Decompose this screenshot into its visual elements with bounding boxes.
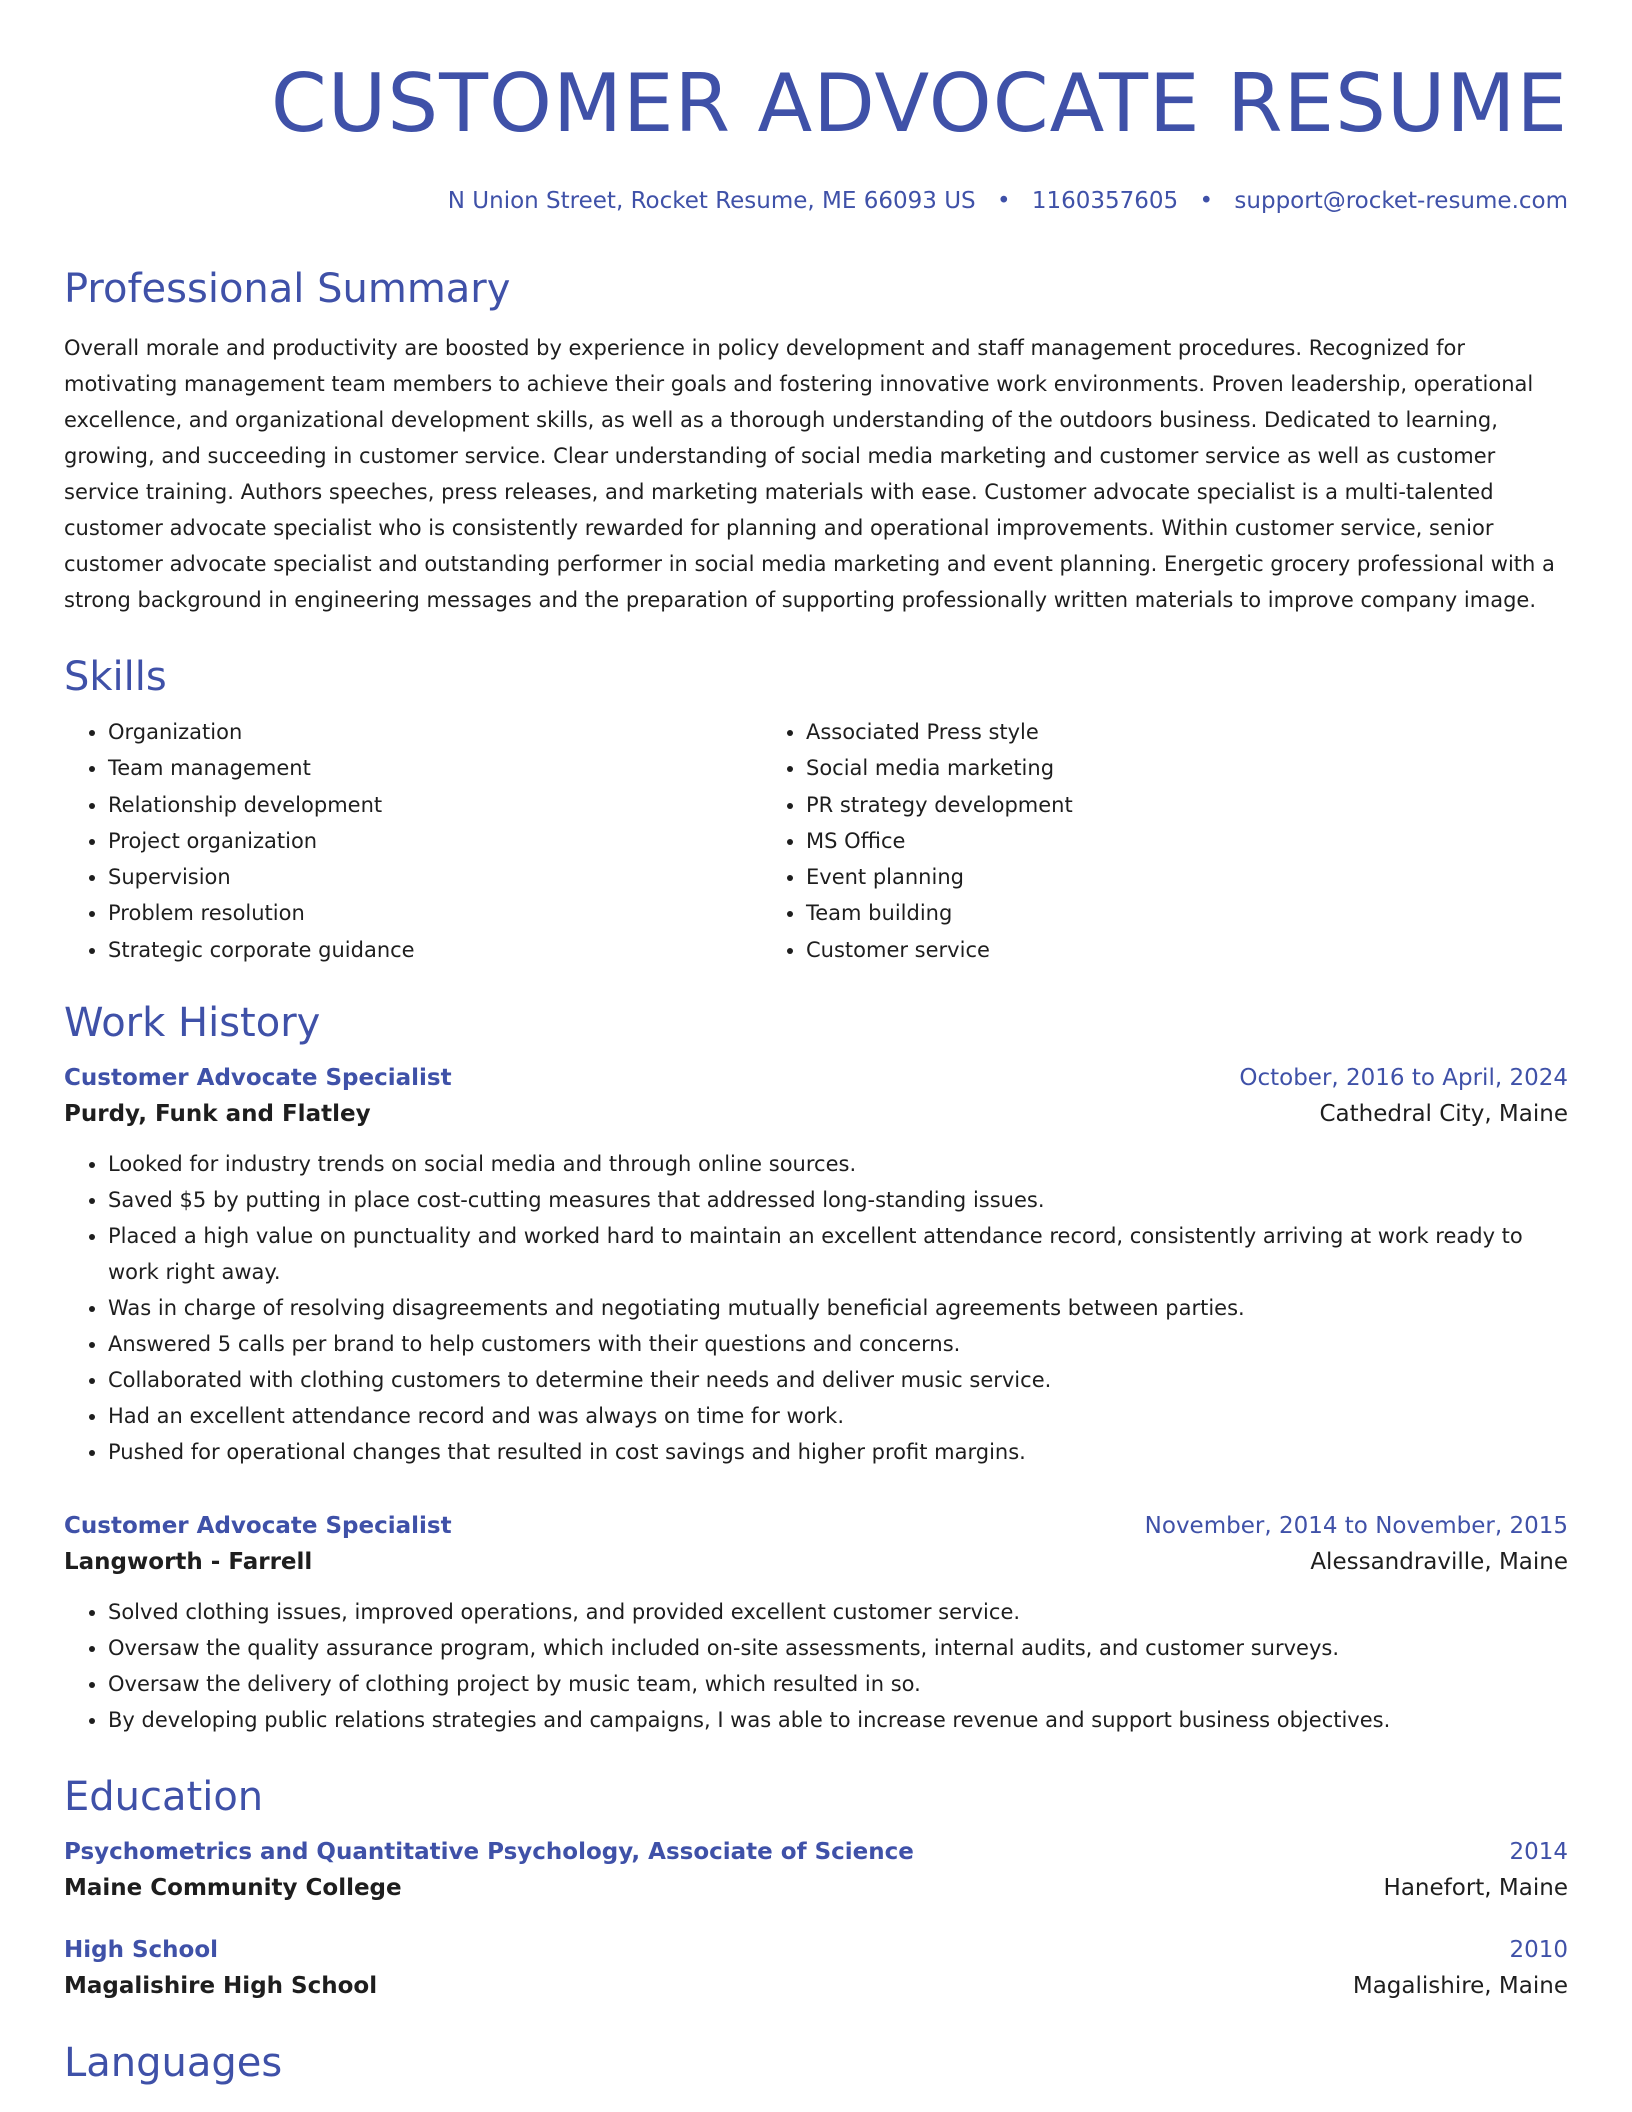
skills-column-right	[762, 714, 1460, 968]
employer: Langworth - Farrell	[64, 1549, 313, 1576]
skill-item: • Team building	[806, 895, 1460, 931]
job-location: Alessandraville, Maine	[1310, 1549, 1568, 1576]
school-location: Magalishire, Maine	[1352, 1973, 1568, 2000]
work-history-heading: Work History	[64, 1000, 321, 1047]
duty-item: • Oversaw the delivery of clothing project by music team, which resulted in so.	[108, 1666, 1568, 1702]
contact-separator: •	[1199, 188, 1214, 214]
education-school-row	[64, 1966, 1568, 2006]
summary-text: Overall morale and productivity are boosted by experience in policy development and staff management procedures. Recognized for motivating management team members to achieve their goals and fostering innovative work environments. Proven leadership, operational excellence, and organizational development skills, as well as a thorough understanding of the outdoors business. Dedicated to learning, growing, and succeeding in customer service. Clear understanding of social media marketing and customer service as well as customer service training. Authors speeches, press releases, and marketing materials with ease. Customer advocate specialist is a multi-talented customer advocate specialist who is consistently rewarded for planning and operational improvements. Within customer service, senior customer advocate specialist and outstanding performer in social media marketing and event planning. Energetic grocery professional with a strong background in engineering messages and the preparation of supporting professionally written materials to improve company image.	[64, 336, 1555, 612]
education-entry	[64, 1934, 1568, 2006]
skill-item: • Team management	[108, 750, 762, 786]
skills-column-left	[64, 714, 762, 968]
degree: High School	[64, 1937, 219, 1964]
duty-item: • Solved clothing issues, improved operations, and provided excellent customer service.	[108, 1594, 1568, 1630]
school-location: Hanefort, Maine	[1383, 1875, 1568, 1902]
job-duties	[64, 1594, 1568, 1738]
job-dates: October, 2016 to April, 2024	[1239, 1065, 1568, 1092]
skill-item: • Social media marketing	[806, 750, 1460, 786]
skill-item: • Project organization	[108, 823, 762, 859]
duty-item: • Had an excellent attendance record and was always on time for work.	[108, 1398, 1568, 1434]
skill-item: • Associated Press style	[806, 714, 1460, 750]
skill-item: • Problem resolution	[108, 895, 762, 931]
education-school-row	[64, 1868, 1568, 1908]
education-entry	[64, 1836, 1568, 1908]
education-degree-row	[64, 1836, 1568, 1868]
skill-item: • Strategic corporate guidance	[108, 932, 762, 968]
education-heading: Education	[64, 1774, 264, 1821]
duty-item: • By developing public relations strategies and campaigns, I was able to increase revenue and support business objectives.	[108, 1702, 1568, 1738]
skill-item: • MS Office	[806, 823, 1460, 859]
resume-name: CUSTOMER ADVOCATE RESUME	[270, 57, 1568, 150]
duty-item: • Collaborated with clothing customers to determine their needs and deliver music service.	[108, 1362, 1568, 1398]
job-title: Customer Advocate Specialist	[64, 1065, 452, 1092]
phone: 1160357605	[1031, 188, 1179, 214]
job-title: Customer Advocate Specialist	[64, 1513, 452, 1540]
job-location: Cathedral City, Maine	[1319, 1101, 1568, 1128]
duty-item: • Placed a high value on punctuality and worked hard to maintain an excellent attendance record, consistently arriving at work ready to work right away.	[108, 1218, 1568, 1290]
graduation-year: 2014	[1509, 1839, 1568, 1866]
job-duties	[64, 1146, 1568, 1470]
job-employer-row	[64, 1094, 1568, 1134]
job-header-row	[64, 1510, 1568, 1542]
skill-item: • PR strategy development	[806, 787, 1460, 823]
job-entry	[64, 1510, 1568, 1738]
duty-item: • Saved $5 by putting in place cost-cutting measures that addressed long-standing issues.	[108, 1182, 1568, 1218]
skill-item: • Customer service	[806, 932, 1460, 968]
skills-list	[64, 714, 1568, 968]
email: support@rocket-resume.com	[1234, 188, 1568, 214]
resume-header	[64, 56, 1568, 216]
skill-item: • Supervision	[108, 859, 762, 895]
job-employer-row	[64, 1542, 1568, 1582]
school-name: Maine Community College	[64, 1875, 402, 1902]
summary-heading: Professional Summary	[64, 266, 511, 312]
skill-item: • Relationship development	[108, 787, 762, 823]
skill-item: • Organization	[108, 714, 762, 750]
job-entry	[64, 1062, 1568, 1470]
duty-item: • Oversaw the quality assurance program, which included on-site assessments, internal audits, and customer surveys.	[108, 1630, 1568, 1666]
degree: Psychometrics and Quantitative Psychology, Associate of Science	[64, 1839, 914, 1866]
education-degree-row	[64, 1934, 1568, 1966]
skill-item: • Event planning	[806, 859, 1460, 895]
graduation-year: 2010	[1509, 1937, 1568, 1964]
contact-line	[64, 186, 1568, 216]
languages-heading: Languages	[64, 2040, 283, 2087]
contact-separator: •	[996, 188, 1011, 214]
skills-heading: Skills	[64, 654, 167, 700]
school-name: Magalishire High School	[64, 1973, 378, 2000]
employer: Purdy, Funk and Flatley	[64, 1101, 371, 1128]
job-header-row	[64, 1062, 1568, 1094]
address: N Union Street, Rocket Resume, ME 66093 US	[447, 188, 976, 214]
duty-item: • Looked for industry trends on social media and through online sources.	[108, 1146, 1568, 1182]
duty-item: • Answered 5 calls per brand to help customers with their questions and concerns.	[108, 1326, 1568, 1362]
duty-item: • Pushed for operational changes that resulted in cost savings and higher profit margins.	[108, 1434, 1568, 1470]
job-dates: November, 2014 to November, 2015	[1144, 1513, 1568, 1540]
duty-item: • Was in charge of resolving disagreements and negotiating mutually beneficial agreements between parties.	[108, 1290, 1568, 1326]
